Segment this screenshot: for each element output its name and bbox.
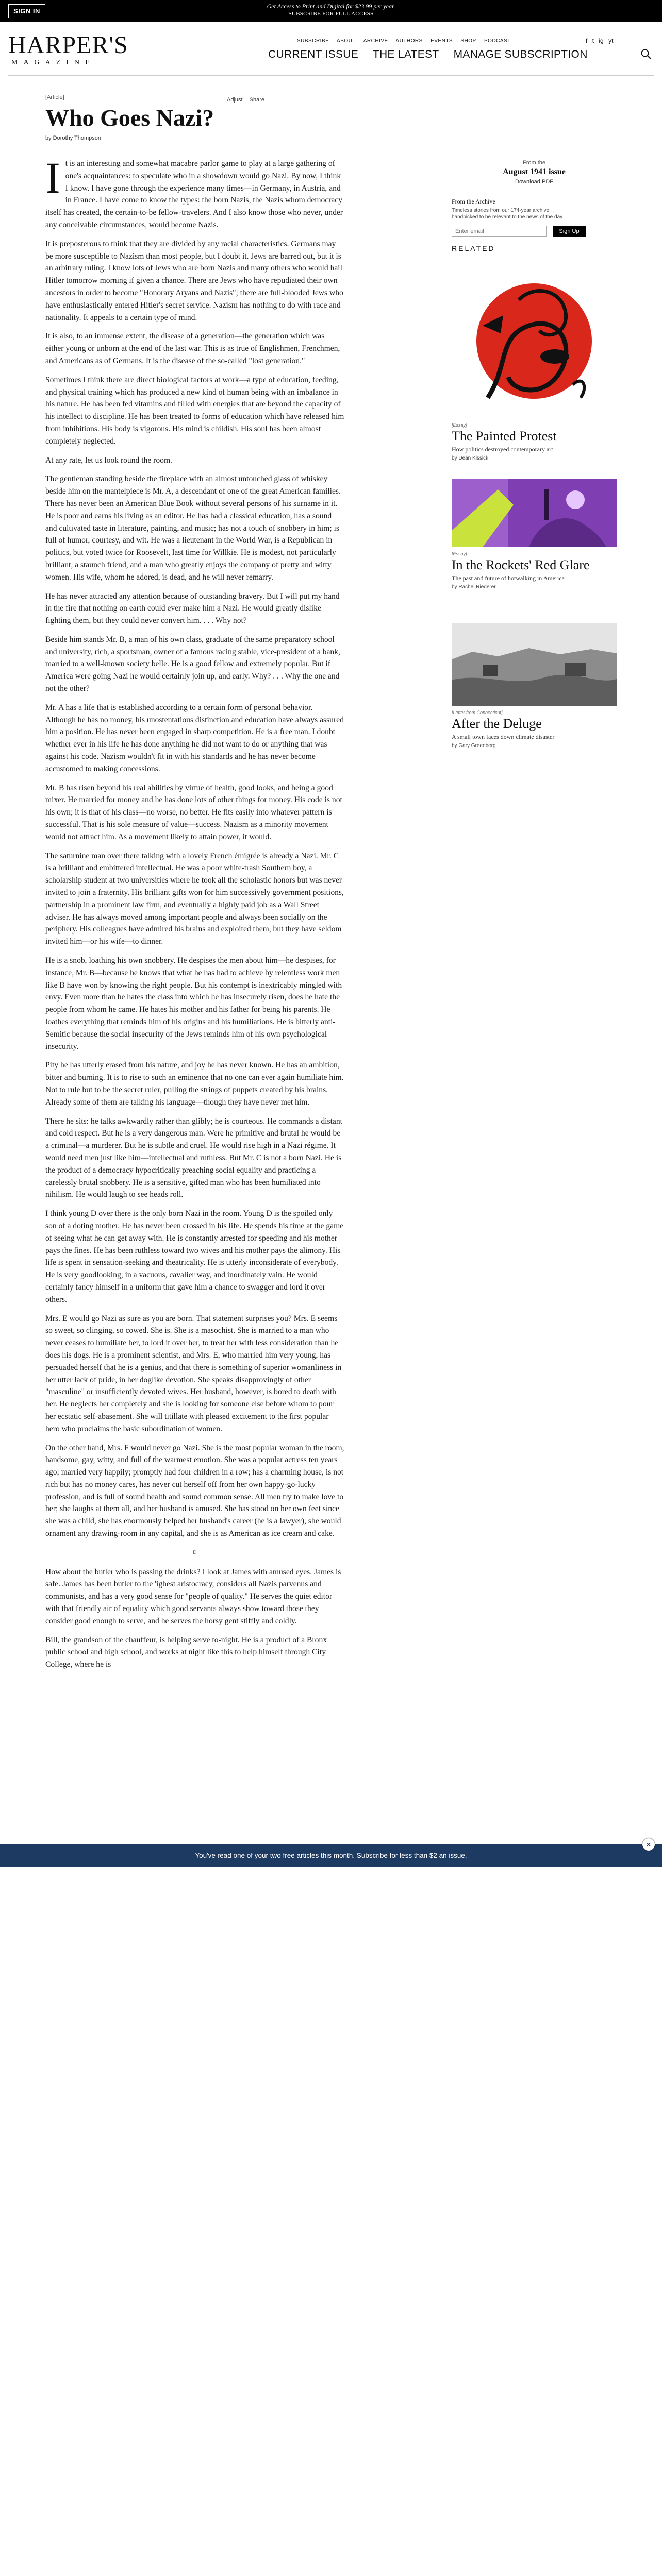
promo-text: Get Access to Print and Digital for $23.99 per year. bbox=[267, 3, 395, 10]
facebook-icon[interactable]: f bbox=[586, 37, 588, 44]
card-1-title[interactable]: The Painted Protest bbox=[452, 429, 557, 444]
article-paragraph: Mr. B has risen beyond his real abilities by virtue of health, good looks, and being a good mixer. He married for money and he has done lots of other things for money. His code is not his own; it is that of his class—no worse, no better. He fits easily into whatever pattern is successful. That is his sole measure of value—success. Nazism as a minority movement would not attract him. As a movement likely to attain power, it would. bbox=[45, 783, 342, 841]
issue-name[interactable]: August 1941 issue bbox=[503, 167, 566, 176]
sign-up-button[interactable]: Sign Up bbox=[553, 226, 586, 237]
card-1-byline[interactable]: by Dean Kissick bbox=[452, 455, 489, 461]
card-3-kicker: [Letter from Connecticut] bbox=[452, 710, 503, 715]
article-paragraph: Beside him stands Mr. B, a man of his own class, graduate of the same preparatory school and university, rich, a sportsman, owner of a famous racing stable, vice-president of a bank, married to a well-known society belle. He is a good fellow and extremely popular. But if America were going Nazi he would certainly join up, and early. Why? . . . Why the one and not the other? bbox=[45, 635, 340, 693]
article-paragraph: How about the butler who is passing the drinks? I look at James with amused eyes. James is safe. James has been butler to the 'ighest aristocracy, considers all Nazis parvenus and communists, and has a very good sense for "people of quality." He serves the quiet editor with that friendly air of equality which good servants always show toward those they consider good enough to serve, and he serves the horsy gent stiffly and coldly. bbox=[45, 1567, 341, 1625]
nav-current-issue[interactable]: CURRENT ISSUE bbox=[268, 48, 359, 60]
article-paragraph: There he sits: he talks awkwardly rather than glibly; he is courteous. He commands a distant and cold respect. But he is a very dangerous man. Were he primitive and brutal he would be a criminal—a murderer. But he is subtle and cruel. He would rise high in a Nazi régime. It would need men just like him—intellectual and ruthless. But Mr. C is not a born Nazi. He is the product of a democracy hypocritically preaching social equality and practicing a carelessly brutal snobbery. He is a sensitive, gifted man who has been humiliated into nihilism. He would laugh to see heads roll. bbox=[45, 1116, 342, 1199]
article-paragraph: The gentleman standing beside the fireplace with an almost untouched glass of whiskey beside him on the mantelpiece is Mr. A, a descendant of one of the great American families. There has never been an American Blue Book without several persons of his surname in it. He is poor and earns his living as an editor. He has had a classical education, has a sound and cultivated taste in literature, painting, and music; has not a touch of snobbery in him; is full of humor, courtesy, and wit. He was a lieutenant in the World War, is a Republican in politics, but voted twice for Roosevelt, last time for Willkie. He is modest, not particularly brilliant, a staunch friend, and a man who greatly enjoys the company of pretty and witty women. His wife, whom he adored, is dead, and he will never remarry. bbox=[45, 474, 341, 582]
sign-in-button[interactable]: SIGN IN bbox=[8, 4, 45, 18]
card-3 bbox=[452, 710, 617, 749]
promo bbox=[0, 3, 662, 18]
instagram-icon[interactable]: ig bbox=[599, 37, 604, 44]
article-paragraph: It is also, to an immense extent, the disease of a generation—the generation which was either young or unborn at the end of the last war. This is as true of Englishmen, Frenchmen, and Americans as of Germans. It is the disease of the so-called "lost generation." bbox=[45, 332, 340, 365]
article-paragraph: I think young D over there is the only born Nazi in the room. Young D is the spoiled only son of a doting mother. He has never been crossed in his life. He spends his time at the game of seeing what he can get away with. He is constantly arrested for speeding and his mother pays the fines. He has been ruthless toward two wives and his mother pays the alimony. His life is spent in sensation-seeking and theatricality. He is utterly inconsiderate of everybody. He is very goodlooking, in a vacuous, cavalier way, and inordinately vain. He would certainly fancy himself in a uniform that gave him a chance to swagger and lord it over others. bbox=[45, 1209, 344, 1304]
nav-podcast[interactable]: PODCAST bbox=[484, 38, 511, 44]
card-3-image[interactable] bbox=[452, 623, 617, 706]
article-paragraph: Bill, the grandson of the chauffeur, is helping serve to-night. He is a product of a Bronx public school and high school, and works at night like this to help himself through City College, where he is bbox=[45, 1635, 327, 1669]
card-2 bbox=[452, 551, 617, 590]
article-paragraph: It is preposterous to think that they are divided by any racial characteristics. Germans may be more susceptible to Nazism than most people, but I doubt it. Jews are barred out, but it is an arbitrary ruling. I know lots of Jews who are born Nazis and many others who would hail Hitler tomorrow morning if given a chance. There are Jews who have repudiated their own ancestors in order to become "Honorary Aryans and Nazis"; there are full-blooded Jews who have enthusiastically entered Hitler's secret service. Nazism has nothing to do with race and nationality. It appeals to a certain type of mind. bbox=[45, 239, 343, 322]
search-icon[interactable] bbox=[640, 48, 652, 60]
harpers-logo[interactable]: HARPER'S bbox=[8, 31, 128, 59]
article-paragraph: Sometimes I think there are direct biological factors at work—a type of education, feeding, and physical training which has produced a new kind of human being with an imbalance in his nature. He has been fed vitamins and filled with energies that are beyond the capacity of his intellect to discipline. He has been treated to forms of education which have released him from inhibitions. His body is vigorous. His mind is childish. His soul has been almost completely neglected. bbox=[45, 375, 344, 446]
card-3-title[interactable]: After the Deluge bbox=[452, 716, 542, 731]
card-2-desc: The past and future of hotwalking in America bbox=[452, 574, 565, 582]
card-1-image[interactable] bbox=[452, 264, 617, 418]
article-title: Who Goes Nazi? bbox=[45, 105, 214, 131]
article-tools bbox=[227, 97, 270, 103]
paywall-banner[interactable] bbox=[0, 1840, 662, 1867]
nav-authors[interactable]: AUTHORS bbox=[395, 38, 423, 44]
top-bar bbox=[0, 0, 662, 22]
card-2-kicker: [Essay] bbox=[452, 551, 467, 556]
adjust-button[interactable]: Adjust bbox=[227, 97, 243, 103]
article-paragraph: At any rate, let us look round the room. bbox=[45, 455, 172, 465]
paywall-message[interactable]: You've read one of your two free articles this month. Subscribe for less than $2 an issue. bbox=[195, 1852, 467, 1859]
youtube-icon[interactable]: yt bbox=[608, 37, 614, 44]
nav-shop[interactable]: SHOP bbox=[460, 38, 476, 44]
nav-manage-subscription[interactable]: MANAGE SUBSCRIPTION bbox=[453, 48, 588, 60]
article-paragraph: Mrs. E would go Nazi as sure as you are born. That statement surprises you? Mrs. E seems so sweet, so clinging, so cowed. She is. She is a masochist. She is married to a man who never ceases to humiliate her, to lord it over her, to treat her with less consideration than he does his dogs. He is a prominent scientist, and Mrs. E, who married him very young, has persuaded herself that he is a genius, and that there is something of superior womanliness in her utter lack of pride, in her doglike devotion. She speaks disapprovingly of other "masculine" or insufficiently devoted wives. Her husband, however, is bored to death with her. He neglects her completely and she is looking for someone else before whom to pour her ecstatic self-abasement. She will titillate with pleased excitement to the first popular hero who proclaims the basic subordination of women. bbox=[45, 1314, 342, 1433]
close-icon[interactable]: × bbox=[642, 1838, 655, 1851]
article-byline[interactable]: by Dorothy Thompson bbox=[45, 135, 102, 141]
article-body bbox=[45, 153, 344, 1677]
nav-archive[interactable]: ARCHIVE bbox=[363, 38, 388, 44]
card-2-byline[interactable]: by Rachel Riederer bbox=[452, 584, 496, 590]
article-paragraph: Mr. A has a life that is established according to a certain form of personal behavior. Although he has no money, his unostentatious distinction and education have always assured him a position. He has never been engaged in sharp competition. He is a free man. I doubt whether ever in his life he has done anything he did not want to do or anything that was against his code. Nazism wouldn't fit in with his standards and he has never become accustomed to making concessions. bbox=[45, 703, 344, 773]
nav-events[interactable]: EVENTS bbox=[431, 38, 453, 44]
nav-subscribe[interactable]: SUBSCRIBE bbox=[297, 38, 329, 44]
download-pdf-link[interactable]: Download PDF bbox=[515, 179, 553, 185]
subscribe-link[interactable]: SUBSCRIBE FOR FULL ACCESS bbox=[288, 11, 374, 17]
utility-nav bbox=[297, 38, 517, 44]
card-1 bbox=[452, 422, 617, 461]
article-paragraph: Pity he has utterly erased from his nature, and joy he has never known. He has an ambition, bitter and burning. It is to rise to such an eminence that no one can ever again humiliate him. Not to rule but to be the secret ruler, pulling the strings of puppets created by his brains. Already some of them are talking his language—though they have never met him. bbox=[45, 1061, 344, 1107]
nav-about[interactable]: ABOUT bbox=[337, 38, 356, 44]
issue-from-label: From the bbox=[522, 160, 545, 166]
card-1-kicker: [Essay] bbox=[452, 422, 467, 428]
card-2-title[interactable]: In the Rockets' Red Glare bbox=[452, 557, 590, 572]
card-1-desc: How politics destroyed contemporary art bbox=[452, 446, 553, 453]
masthead-divider bbox=[8, 75, 654, 76]
social-links bbox=[583, 37, 613, 44]
related-heading: RELATED bbox=[452, 244, 495, 252]
main-nav bbox=[268, 48, 599, 61]
issue-box bbox=[452, 160, 617, 185]
email-input[interactable] bbox=[452, 226, 547, 237]
article-paragraph: He is a snob, loathing his own snobbery. He despises the men about him—he despises, for instance, Mr. B—because he knows that what he has had to achieve by relentless work men like B have won by knowing the right people. But his contempt is inextricably mingled with envy. Even more than he hates the class into which he has insecurely risen, does he hate the people from whom he came. He hates his mother and his father for being his parents. He loathes everything that reminds him of his origins and his humiliations. He is bitterly anti-Semitic because the social insecurity of the Jews reminds him of his own psychological insecurity. bbox=[45, 956, 342, 1051]
archive-signup bbox=[452, 198, 617, 237]
share-button[interactable]: Share bbox=[249, 97, 264, 103]
archive-title: From the Archive bbox=[452, 198, 495, 205]
card-3-byline[interactable]: by Gary Greenberg bbox=[452, 743, 496, 749]
article-kicker: [Article] bbox=[45, 94, 64, 100]
article-paragraph: The saturnine man over there talking with a lovely French émigrée is already a Nazi. Mr. C is a brilliant and embittered intellectual. He was a poor white-trash Southern boy, a scholarship student at two universities where he took all the scholastic honors but was never invited to join a fraternity. His brilliant gifts won for him successively government positions, partnership in a prominent law firm, and eventually a highly paid job as a Wall Street adviser. He has always moved among important people and always been socially on the periphery. His colleagues have admired his brains and exploited them, but they have seldom invited him—or his wife—to dinner. bbox=[45, 851, 344, 946]
drop-cap: I bbox=[45, 153, 60, 202]
section-break: ¤ bbox=[193, 1548, 197, 1557]
article-lede bbox=[45, 153, 344, 231]
article-paragraph: On the other hand, Mrs. F would never go Nazi. She is the most popular woman in the room, handsome, gay, witty, and full of the warmest emotion. She was a popular actress ten years ago; married very happily; promptly had four children in a row; has a charming house, is not rich but has no money cares, has never cut herself off from her own happy-go-lucky profession, and is full of sound health and sound common sense. All men try to make love to her; she laughs at them all, and her husband is amused. She has stood on her own feet since she was a child, she has enormously helped her husband's career (he is a lawyer), she would ornament any drawing-room in any capital, and she is as American as ice cream and cake. bbox=[45, 1443, 344, 1538]
archive-description: Timeless stories from our 174-year archive handpicked to be relevant to the news of the day. bbox=[452, 208, 564, 220]
logo-subtitle: MAGAZINE bbox=[11, 59, 95, 66]
signup-row bbox=[452, 226, 617, 237]
twitter-icon[interactable]: t bbox=[592, 37, 594, 44]
card-2-image[interactable] bbox=[452, 479, 617, 547]
lede-text: t is an interesting and somewhat macabre parlor game to play at a large gathering of one's acquaintances: to speculate who in a showdown would go Nazi. By now, I think I know. I have gone through the experience many times—in Germany, in Austria, and in France. I have come to know the types: the born Nazis, the Nazis whom democracy itself has created, the certain-to-be fellow-travelers. And I also know those who never, under any conceivable circumstances, would become Nazis. bbox=[45, 159, 343, 229]
nav-the-latest[interactable]: THE LATEST bbox=[372, 48, 439, 60]
card-3-desc: A small town faces down climate disaster bbox=[452, 733, 555, 740]
article-paragraph: He has never attracted any attention because of outstanding bravery. But I will put my hand in the fire that nothing on earth could ever make him a Nazi. He would greatly dislike fighting them, but they could never convert him. . . . Why not? bbox=[45, 591, 340, 625]
